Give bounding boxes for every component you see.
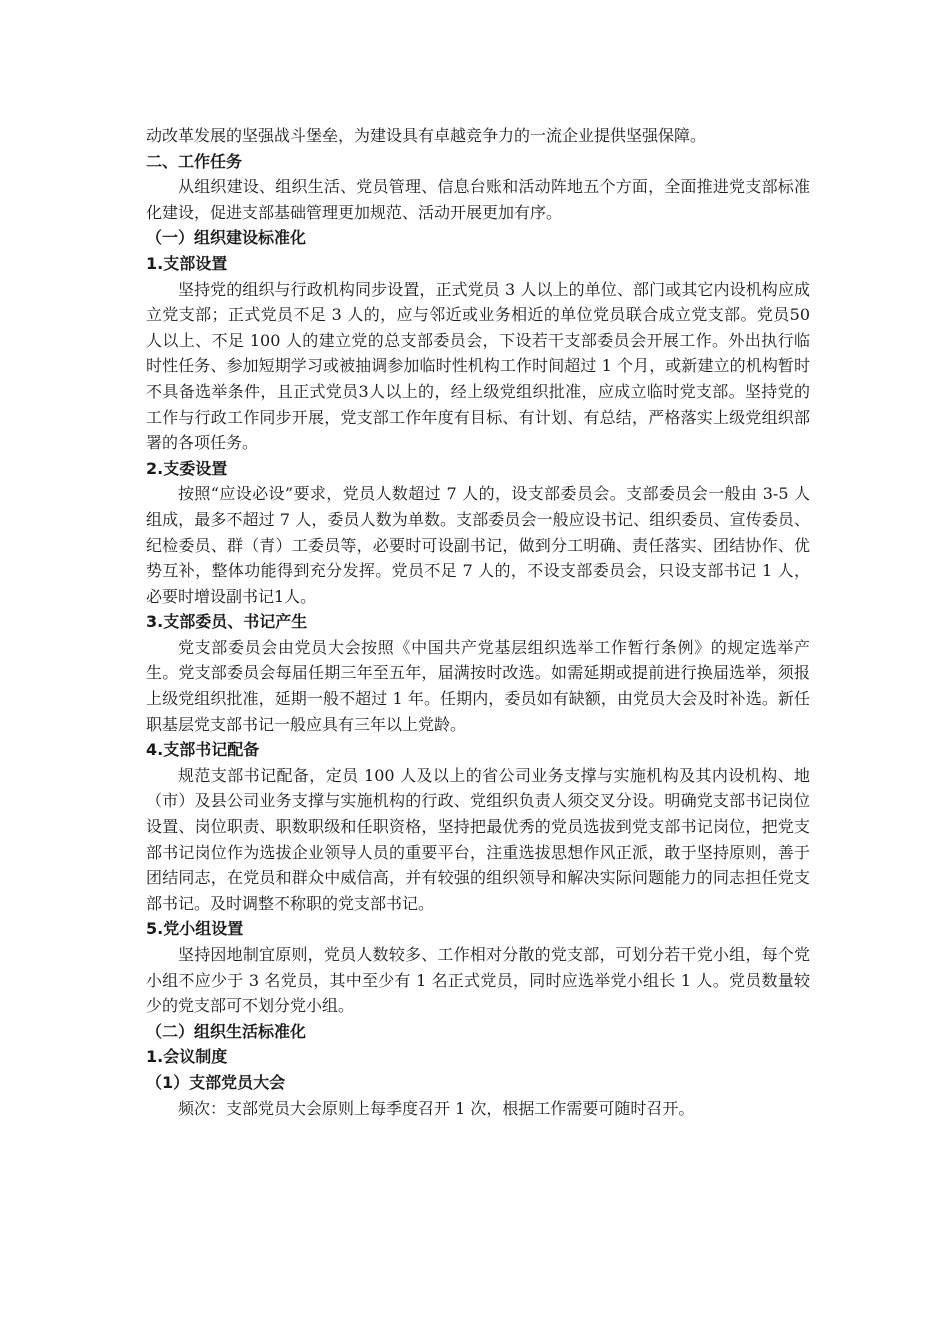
item-paragraph-election: 党支部委员会由党员大会按照《中国共产党基层组织选举工作暂行条例》的规定选举产生。党支部委员会每届任期三年至五年，届满按时改选。如需延期或提前进行换届选举，须报上级党组织批准，延期一般不超过 1 年。任期内，委员如有缺额，由党员大会及时补选。新任职基层党支部书记一般应具有三年以上党龄。 — [146, 637, 810, 734]
item-heading-general-meeting: （1）支部党员大会 — [146, 1072, 286, 1092]
section-paragraph: 从组织建设、组织生活、党员管理、信息台账和活动阵地五个方面，全面推进党支部标准化建设，促进支部基础管理更加规范、活动开展更加有序。 — [146, 177, 810, 222]
item-heading-election: 3.支部委员、书记产生 — [146, 612, 308, 632]
item-paragraph-general-meeting: 频次：支部党员大会原则上每季度召开 1 次，根据工作需要可随时召开。 — [178, 1098, 695, 1118]
item-heading-branch-setup: 1.支部设置 — [146, 253, 228, 273]
item-paragraph-secretary: 规范支部书记配备，定员 100 人及以上的省公司业务支撑与实施机构及其内设机构、地（市）及县公司业务支撑与实施机构的行政、党组织负责人须交叉分设。明确党支部书记岗位设置、岗位职责、职数职级和任职资格，坚持把最优秀的党员选拔到党支部书记岗位，把党支部书记岗位作为选拔企业领导人员的重要平台，注重选拔思想作风正派，敢于坚持原则，善于团结同志，在党员和群众中威信高，并有较强的组织领导和解决实际问题能力的同志担任党支部书记。及时调整不称职的党支部书记。 — [146, 765, 810, 913]
item-heading-party-group: 5.党小组设置 — [146, 919, 244, 939]
item-paragraph-branch-setup: 坚持党的组织与行政机构同步设置，正式党员 3 人以上的单位、部门或其它内设机构应成立党支部；正式党员不足 3 人的，应与邻近或业务相近的单位党员联合成立党支部。党员50人以上、不足 100 人的建立党的总支部委员会，下设若干支部委员会开展工作。外出执行临时性任务、参加短期学习或被抽调参加临时性机构工作时间超过 1 个月，或新建立的机构暂时不具备选举条件，且正式党员3人以上的，经上级党组织批准，应成立临时党支部。坚持党的工作与行政工作同步开展，党支部工作年度有目标、有计划、有总结，严格落实上级党组织部署的各项任务。 — [146, 279, 810, 453]
intro-continuation: 动改革发展的坚强战斗堡垒，为建设具有卓越竞争力的一流企业提供坚强保障。 — [146, 126, 707, 145]
section-heading-work-tasks: 二、工作任务 — [146, 151, 243, 171]
subsection-heading-organization: （一）组织建设标准化 — [146, 228, 307, 248]
item-heading-meeting-system: 1.会议制度 — [146, 1047, 228, 1067]
document-body — [146, 123, 810, 1121]
subsection-heading-organization-life: （二）组织生活标准化 — [146, 1021, 307, 1041]
item-paragraph-party-group: 坚持因地制宜原则，党员人数较多、工作相对分散的党支部，可划分若干党小组，每个党小组不应少于 3 名党员，其中至少有 1 名正式党员，同时应选举党小组长 1 人。党员数量较少的党支部可不划分党小组。 — [146, 945, 810, 1016]
item-heading-secretary: 4.支部书记配备 — [146, 740, 260, 760]
item-heading-committee-setup: 2.支委设置 — [146, 458, 228, 478]
item-paragraph-committee-setup: 按照“应设必设”要求，党员人数超过 7 人的，设支部委员会。支部委员会一般由 3-5 人组成，最多不超过 7 人，委员人数为单数。支部委员会一般应设书记、组织委员、宣传委员、纪检委员、群（青）工委员等，必要时可设副书记，做到分工明确、责任落实、团结协作、优势互补，整体功能得到充分发挥。党员不足 7 人的，不设支部委员会，只设支部书记 1 人，必要时增设副书记1人。 — [146, 484, 810, 606]
